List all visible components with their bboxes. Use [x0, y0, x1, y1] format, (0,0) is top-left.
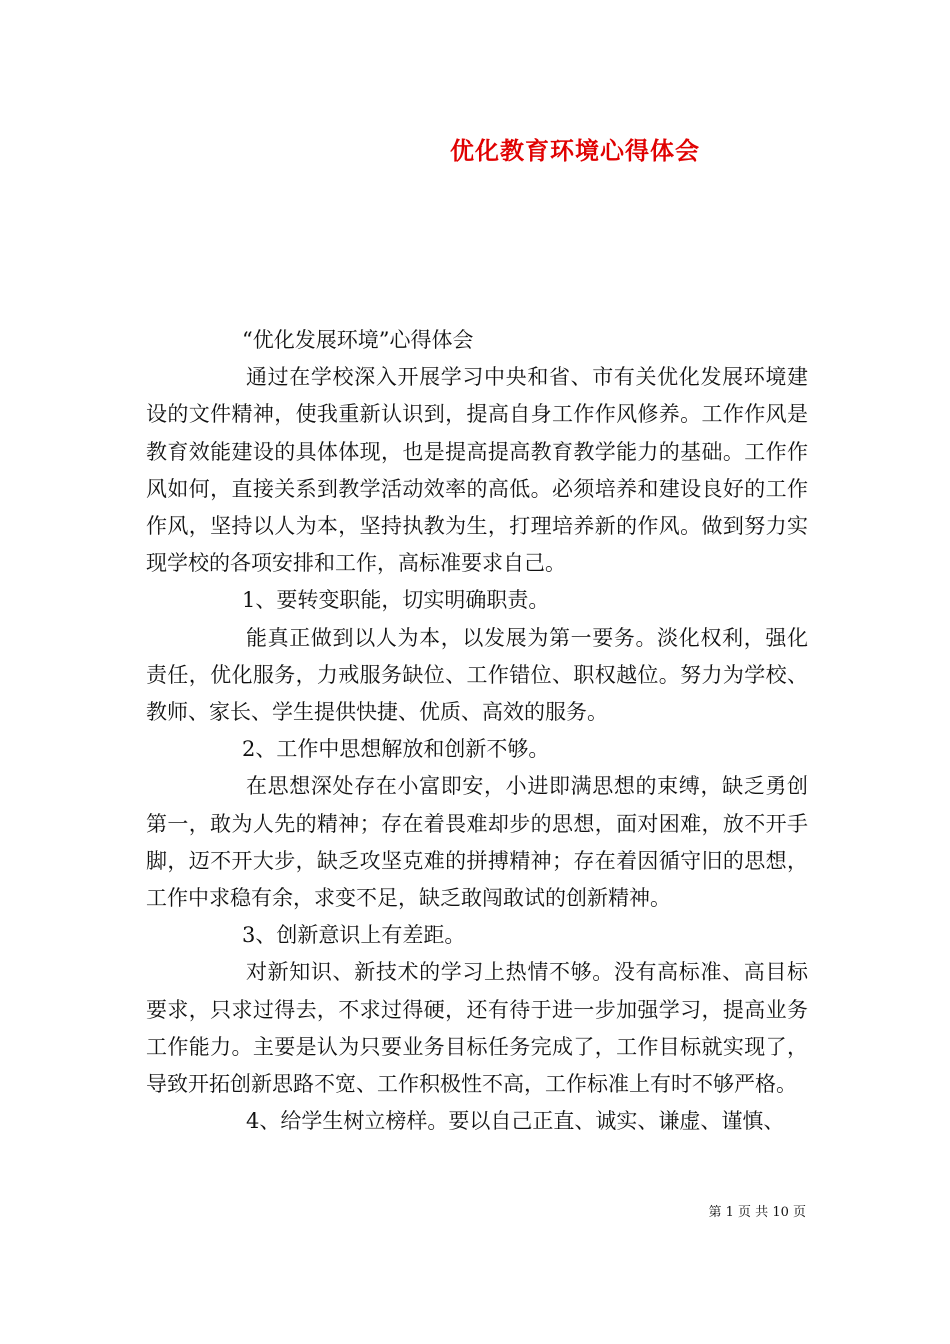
paragraph-subtitle: “优化发展环境”心得体会 [242, 328, 474, 352]
paragraph-intro: 通过在学校深入开展学习中央和省、市有关优化发展环境建设的文件精神，使我重新认识到，提高自身工作作风修养。工作作风是教育效能建设的具体体现，也是提高提高教育教学能力的基础。工作作风如何，直接关系到教学活动效率的高低。必须培养和建设良好的工作作风，坚持以人为本，坚持执教为生，打理培养新的作风。做到努力实现学校的各项安排和工作，高标准要求自己。 [146, 365, 808, 576]
section-heading-2: 2、工作中思想解放和创新不够。 [242, 737, 550, 762]
paragraph-section-3: 对新知识、新技术的学习上热情不够。没有高标准、高目标要求，只求过得去，不求过得硬，还有待于进一步加强学习，提高业务工作能力。主要是认为只要业务目标任务完成了，工作目标就实现了，导致开拓创新思路不宽、工作积极性不高，工作标准上有时不够严格。 [146, 960, 808, 1097]
section-heading-1: 1、要转变职能，切实明确职责。 [242, 588, 550, 613]
paragraph-section-4: 4、给学生树立榜样。要以自己正直、诚实、谦虚、谨慎、 [246, 1109, 785, 1134]
document-title: 优化教育环境心得体会 [450, 136, 700, 165]
document-body [146, 322, 808, 1140]
section-heading-3: 3、创新意识上有差距。 [242, 923, 466, 948]
paragraph-section-1: 能真正做到以人为本，以发展为第一要务。淡化权利，强化责任，优化服务，力戒服务缺位、工作错位、职权越位。努力为学校、教师、家长、学生提供快捷、优质、高效的服务。 [146, 625, 808, 725]
page-number-footer: 第 1 页 共 10 页 [708, 1205, 806, 1220]
paragraph-section-2: 在思想深处存在小富即安，小进即满思想的束缚，缺乏勇创第一，敢为人先的精神；存在着畏难却步的思想，面对困难，放不开手脚，迈不开大步，缺乏攻坚克难的拼搏精神；存在着因循守旧的思想，工作中求稳有余，求变不足，缺乏敢闯敢试的创新精神。 [146, 774, 808, 911]
